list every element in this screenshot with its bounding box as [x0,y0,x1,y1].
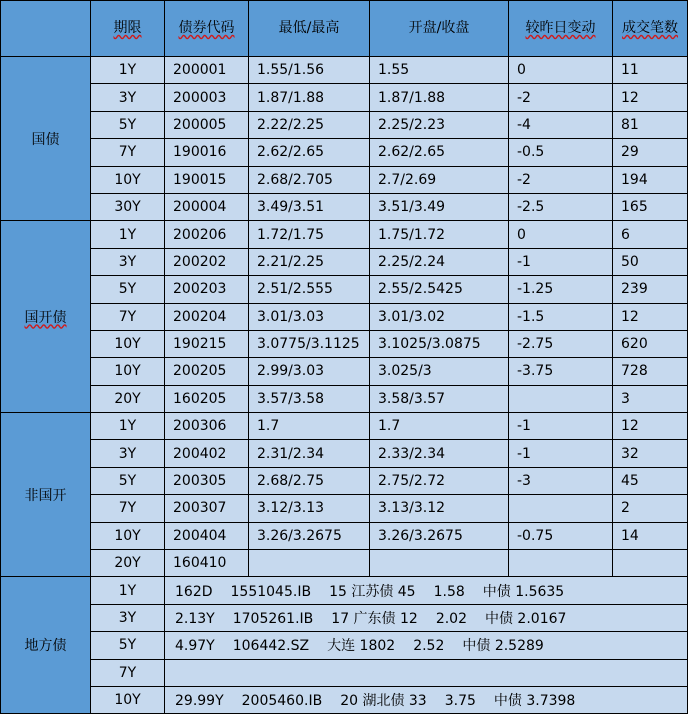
low-high-cell: 2.51/2.555 [249,276,370,303]
table-row [1,604,688,631]
low-high-cell: 2.22/2.25 [249,111,370,138]
count-cell: 45 [613,467,688,494]
count-cell: 81 [613,111,688,138]
term-cell: 10Y [91,358,165,385]
low-high-cell [249,550,370,577]
count-cell: 12 [613,84,688,111]
code-cell: 200003 [165,84,249,111]
table-row [1,522,688,549]
local-bond-field: 中债 2.5289 [462,638,544,655]
local-bond-field: 大连 1802 [327,638,396,655]
count-cell: 11 [613,57,688,84]
code-cell: 200205 [165,358,249,385]
open-close-cell: 2.7/2.69 [370,166,509,193]
term-cell: 5Y [91,467,165,494]
low-high-cell: 2.68/2.75 [249,467,370,494]
code-cell: 200402 [165,440,249,467]
low-high-cell: 3.26/3.2675 [249,522,370,549]
header-term: 期限 [91,1,165,57]
local-bond-field: 中债 1.5635 [482,583,565,600]
local-bond-field: 17 广东债 12 [331,611,418,627]
code-cell: 160205 [165,385,249,412]
count-cell: 50 [613,248,688,275]
term-cell: 3Y [91,248,165,275]
table-row [1,686,688,713]
table-row [1,577,688,604]
local-bond-field: 2.52 [413,638,445,655]
local-bond-field: 15 江苏债 45 [329,583,416,600]
local-bond-field: 2.02 [435,611,467,627]
table-row [1,166,688,193]
low-high-cell: 3.01/3.03 [249,303,370,330]
term-cell: 10Y [91,522,165,549]
table-row [1,248,688,275]
table-row [1,303,688,330]
table-row [1,385,688,412]
open-close-cell: 1.7 [370,413,509,440]
group-label [1,413,91,577]
low-high-cell: 1.55/1.56 [249,57,370,84]
code-cell: 200404 [165,522,249,549]
change-cell: -1 [509,248,613,275]
local-bond-field: 3.75 [444,693,476,710]
table-row [1,84,688,111]
open-close-cell: 2.25/2.23 [370,111,509,138]
count-cell: 14 [613,522,688,549]
header-trade-count: 成交笔数 [613,1,688,57]
table-row [1,413,688,440]
change-cell: 0 [509,221,613,248]
local-bond-field: 2005460.IB [241,693,323,710]
header-row [1,1,688,57]
local-bond-field: 4.97Y [175,638,215,655]
open-close-cell: 3.58/3.57 [370,385,509,412]
table-row [1,276,688,303]
code-cell: 200005 [165,111,249,138]
term-cell: 3Y [91,440,165,467]
change-cell: -4 [509,111,613,138]
local-bond-field: 中债 2.0167 [484,611,567,627]
open-close-cell: 2.25/2.24 [370,248,509,275]
code-cell: 190016 [165,139,249,166]
low-high-cell: 3.0775/3.1125 [249,330,370,357]
group-label [1,57,91,221]
group-name: 国债 [31,131,60,148]
change-cell: -0.75 [509,522,613,549]
count-cell: 194 [613,166,688,193]
low-high-cell: 2.31/2.34 [249,440,370,467]
local-bond-field: 29.99Y [175,693,224,710]
local-bond-field: 1.58 [433,583,465,600]
term-cell: 7Y [91,139,165,166]
change-cell: -1 [509,413,613,440]
count-cell [613,550,688,577]
local-bond-detail-cell [165,577,688,604]
group-name: 国开债 [24,309,67,326]
change-cell [509,495,613,522]
header-bond-code: 债券代码 [165,1,249,57]
code-cell: 200203 [165,276,249,303]
change-cell: -1 [509,440,613,467]
local-bond-detail-cell [165,659,688,686]
low-high-cell: 1.87/1.88 [249,84,370,111]
term-cell: 5Y [91,632,165,659]
change-cell: 0 [509,57,613,84]
term-cell: 7Y [91,495,165,522]
table-row [1,330,688,357]
code-cell: 200306 [165,413,249,440]
open-close-cell: 2.75/2.72 [370,467,509,494]
change-cell: -2.75 [509,330,613,357]
term-cell: 10Y [91,686,165,713]
count-cell: 3 [613,385,688,412]
header-change: 较昨日变动 [509,1,613,57]
change-cell: -2 [509,166,613,193]
term-cell: 1Y [91,221,165,248]
open-close-cell: 3.025/3 [370,358,509,385]
header-open-close: 开盘/收盘 [370,1,509,57]
open-close-cell: 3.1025/3.0875 [370,330,509,357]
group-label [1,221,91,413]
table-row [1,139,688,166]
term-cell: 7Y [91,659,165,686]
table-row [1,467,688,494]
open-close-cell: 3.51/3.49 [370,193,509,220]
local-bond-detail-cell [165,632,688,659]
change-cell: -1.25 [509,276,613,303]
low-high-cell: 2.62/2.65 [249,139,370,166]
table-row [1,57,688,84]
count-cell: 2 [613,495,688,522]
term-cell: 3Y [91,604,165,631]
local-bond-detail-cell [165,686,688,713]
low-high-cell: 2.68/2.705 [249,166,370,193]
open-close-cell: 1.75/1.72 [370,221,509,248]
local-bond-field: 1551045.IB [230,583,312,600]
low-high-cell: 1.72/1.75 [249,221,370,248]
code-cell: 200001 [165,57,249,84]
change-cell: -1.5 [509,303,613,330]
count-cell: 728 [613,358,688,385]
change-cell: -2.5 [509,193,613,220]
term-cell: 1Y [91,577,165,604]
change-cell: -0.5 [509,139,613,166]
code-cell: 200206 [165,221,249,248]
low-high-cell: 1.7 [249,413,370,440]
count-cell: 29 [613,139,688,166]
table-row [1,659,688,686]
open-close-cell: 2.62/2.65 [370,139,509,166]
table-row [1,550,688,577]
code-cell: 200202 [165,248,249,275]
code-cell: 200305 [165,467,249,494]
low-high-cell: 3.49/3.51 [249,193,370,220]
term-cell: 5Y [91,111,165,138]
table-row [1,193,688,220]
count-cell: 32 [613,440,688,467]
open-close-cell: 2.55/2.5425 [370,276,509,303]
group-name: 地方债 [24,638,67,655]
table-row [1,221,688,248]
change-cell: -3.75 [509,358,613,385]
header-corner [1,1,91,57]
local-bond-field: 1705261.IB [232,611,314,627]
term-cell: 20Y [91,385,165,412]
open-close-cell: 3.26/3.2675 [370,522,509,549]
table-row [1,495,688,522]
table-row [1,632,688,659]
low-high-cell: 3.12/3.13 [249,495,370,522]
count-cell: 12 [613,413,688,440]
local-bond-field: 2.13Y [175,611,215,627]
header-low-high: 最低/最高 [249,1,370,57]
table-row [1,111,688,138]
open-close-cell: 1.55 [370,57,509,84]
term-cell: 30Y [91,193,165,220]
term-cell: 10Y [91,330,165,357]
term-cell: 1Y [91,413,165,440]
open-close-cell: 3.13/3.12 [370,495,509,522]
group-name: 非国开 [24,487,67,504]
group-label [1,577,91,714]
open-close-cell: 1.87/1.88 [370,84,509,111]
term-cell: 20Y [91,550,165,577]
local-bond-field: 106442.SZ [232,638,310,655]
open-close-cell [370,550,509,577]
open-close-cell: 3.01/3.02 [370,303,509,330]
change-cell: -2 [509,84,613,111]
term-cell: 5Y [91,276,165,303]
local-bond-field: 中债 3.7398 [493,693,576,710]
code-cell: 200307 [165,495,249,522]
count-cell: 6 [613,221,688,248]
local-bond-detail-cell [165,604,688,631]
term-cell: 10Y [91,166,165,193]
change-cell [509,385,613,412]
local-bond-field: 20 湖北债 33 [340,693,427,710]
table-row [1,440,688,467]
count-cell: 239 [613,276,688,303]
term-cell: 7Y [91,303,165,330]
change-cell [509,550,613,577]
count-cell: 165 [613,193,688,220]
term-cell: 1Y [91,57,165,84]
table-row [1,358,688,385]
low-high-cell: 2.99/3.03 [249,358,370,385]
code-cell: 200204 [165,303,249,330]
open-close-cell: 2.33/2.34 [370,440,509,467]
term-cell: 3Y [91,84,165,111]
code-cell: 190015 [165,166,249,193]
count-cell: 620 [613,330,688,357]
local-bond-field: 162D [175,583,213,600]
code-cell: 200004 [165,193,249,220]
change-cell: -3 [509,467,613,494]
low-high-cell: 2.21/2.25 [249,248,370,275]
low-high-cell: 3.57/3.58 [249,385,370,412]
code-cell: 190215 [165,330,249,357]
count-cell: 12 [613,303,688,330]
code-cell: 160410 [165,550,249,577]
